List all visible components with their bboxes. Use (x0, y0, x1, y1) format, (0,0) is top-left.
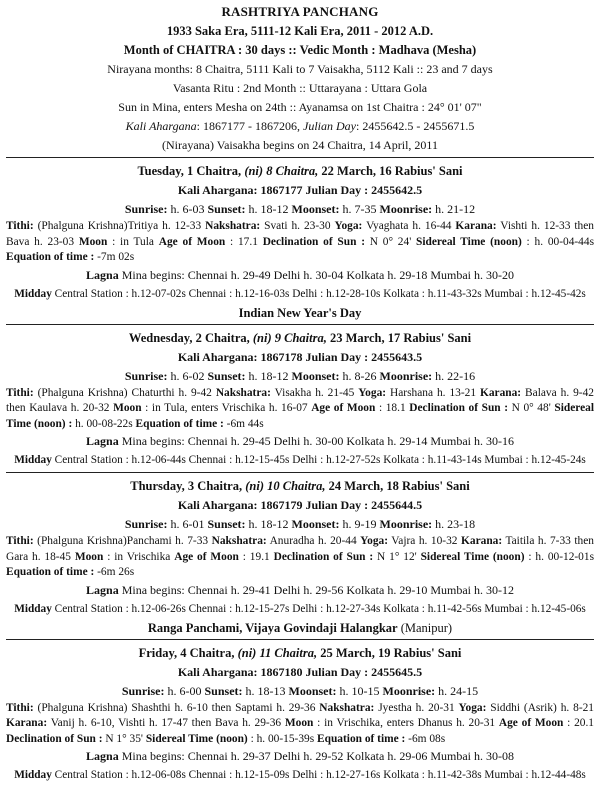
lagna-line (6, 266, 594, 285)
rise-set-line (6, 367, 594, 386)
festival-line (6, 619, 594, 637)
rise-set-line (6, 682, 594, 701)
day-title-date: Wednesday, 2 Chaitra, (128, 330, 253, 345)
ahargana-line: Kali Ahargana: 1867180 Julian Day : 2455645.5 (177, 664, 423, 679)
festival-line (6, 304, 594, 322)
ahargana-line: Kali Ahargana: 1867177 Julian Day : 2455642.5 (177, 183, 423, 197)
midday-label: Midday (14, 454, 52, 466)
field-label: Yoga: (360, 535, 388, 547)
moonset-value: h. 9-19 (339, 517, 380, 531)
moonset-label: Moonset: (291, 517, 340, 531)
sunset-label: Sunset: (207, 517, 246, 531)
field-value: Anuradha h. 20-44 (266, 535, 361, 547)
tithi-paragraph (6, 534, 594, 581)
field-label: Sidereal Time (noon) (416, 235, 522, 248)
sunset-label: Sunset: (207, 368, 246, 383)
day-title-nirayana: (ni) 11 Chaitra, (237, 645, 318, 660)
midday-value: Central Station : h.12-07-02s Chennai : h.12-16-03s Delhi : h.12-28-10s Kolkata : h.11-43-32s Mumbai : h.12-45-42s (51, 287, 586, 300)
julian-label: Julian Day (303, 119, 356, 133)
day-divider (6, 639, 594, 640)
day-title-nirayana: (ni) 8 Chaitra, (244, 164, 319, 178)
field-label: Nakshatra: (215, 386, 271, 399)
rise-set-line (6, 200, 594, 219)
field-label: Karana: (6, 717, 48, 729)
sun-line: Sun in Mina, enters Mesha on 24th :: Ayanamsa on 1st Chaitra : 24° 01' 07" (118, 100, 482, 114)
field-label: Equation of time : (317, 732, 406, 745)
sunrise-value: h. 6-00 (164, 683, 205, 698)
lagna-value: Mina begins: Chennai h. 29-49 Delhi h. 30-04 Kolkata h. 29-18 Mumbai h. 30-20 (118, 267, 514, 282)
field-value: Vanij h. 6-10, Vishti h. 17-47 then Bava h. 29-36 (47, 717, 285, 729)
sunset-label: Sunset: (207, 202, 246, 216)
field-label: Moon (284, 717, 314, 729)
sunrise-value: h. 6-02 (167, 368, 208, 383)
rise-set-line (6, 515, 594, 534)
field-value: : in Tula, enters Vrischika h. 16-07 (141, 402, 312, 414)
moonrise-value: h. 21-12 (432, 202, 476, 216)
lagna-value: Mina begins: Chennai h. 29-37 Delhi h. 29-52 Kolkata h. 29-06 Mumbai h. 30-08 (118, 749, 514, 763)
field-label: Moon (74, 550, 104, 563)
day-title-nirayana: (ni) 10 Chaitra, (245, 479, 326, 493)
field-value: : 18.1 (375, 402, 410, 414)
sunrise-label: Sunrise: (121, 683, 165, 698)
field-value: Siddhi (Asrik) h. 8-21 (486, 701, 595, 714)
field-value: Vishti h. 12-33 then Bava h. 23-03 (6, 220, 594, 248)
panchang-page (0, 2, 600, 781)
field-value: : h. 00-12-01s (524, 550, 595, 563)
vaisakha-line: (Nirayana) Vaisakha begins on 24 Chaitra, 14 April, 2011 (162, 138, 438, 152)
festival-name: Indian New Year's Day (238, 305, 362, 320)
midday-line (6, 766, 594, 785)
nirayana-months-line: Nirayana months: 8 Chaitra, 5111 Kali to 7 Vaisakha, 5112 Kali :: 23 and 7 days (107, 62, 493, 76)
midday-label: Midday (14, 602, 52, 615)
field-value: N 0° 48' (508, 402, 555, 414)
field-label: Sidereal Time (noon) (145, 732, 248, 745)
sunrise-value: h. 6-01 (167, 517, 208, 531)
field-value: (Phalguna Krishna)Tritiya h. 12-33 (33, 220, 206, 232)
festival-note: (Manipur) (397, 620, 453, 635)
field-value: : 20.1 (563, 717, 595, 729)
field-value: -7m 02s (94, 251, 135, 263)
midday-value: Central Station : h.12-06-26s Chennai : h.12-15-27s Delhi : h.12-27-34s Kolkata : h.11-42-56s Mumbai : h.12-45-06s (51, 602, 586, 615)
month-line: Month of CHAITRA : 30 days :: Vedic Month : Madhava (Mesha) (123, 43, 477, 57)
field-value: (Phalguna Krishna) Shashthi h. 6-10 then Saptami h. 29-36 (33, 701, 320, 714)
field-label: Tithi: (6, 386, 34, 399)
day-divider (6, 157, 594, 158)
lagna-label: Lagna (86, 434, 119, 448)
midday-line (6, 451, 594, 470)
field-label: Age of Moon (174, 550, 239, 563)
field-value: -6m 44s (223, 417, 264, 430)
field-value: -6m 08s (405, 732, 446, 745)
field-label: Tithi: (6, 535, 34, 547)
moonset-label: Moonset: (291, 368, 340, 383)
day-title (6, 644, 594, 663)
field-label: Age of Moon (498, 717, 564, 729)
field-value: N 0° 24' (365, 235, 417, 248)
ahargana-line: Kali Ahargana: 1867178 Julian Day : 2455643.5 (177, 349, 423, 364)
midday-label: Midday (14, 769, 52, 781)
field-label: Moon (78, 235, 108, 248)
field-value: Harshana h. 13-21 (386, 386, 480, 399)
field-value: N 1° 35' (102, 732, 146, 745)
field-value: Vajra h. 10-32 (388, 535, 462, 547)
ritu-line: Vasanta Ritu : 2nd Month :: Uttarayana : Uttara Gola (172, 81, 428, 95)
day-title-date: Tuesday, 1 Chaitra, (137, 164, 245, 178)
day-title-rest: 24 March, 18 Rabius' Sani (325, 479, 470, 493)
field-label: Equation of time : (135, 417, 224, 430)
midday-line (6, 285, 594, 304)
field-value: h. 00-08-22s (72, 417, 136, 430)
day-title-date: Thursday, 3 Chaitra, (130, 479, 246, 493)
lagna-value: Mina begins: Chennai h. 29-41 Delhi h. 29-56 Kolkata h. 29-10 Mumbai h. 30-12 (118, 582, 514, 597)
field-value: N 1° 12' (373, 550, 421, 563)
field-value: Balava h. 9-42 then Kaulava h. 20-32 (6, 386, 594, 414)
sunset-value: h. 18-12 (245, 368, 292, 383)
field-label: Declination of Sun : (262, 235, 365, 248)
field-value: : in Tula (107, 235, 159, 248)
day-title (6, 477, 594, 496)
midday-line (6, 600, 594, 619)
day-title-rest: 22 March, 16 Rabius' Sani (318, 164, 463, 178)
day-title-nirayana: (ni) 9 Chaitra, (252, 330, 327, 345)
moonrise-value: h. 23-18 (432, 517, 476, 531)
tithi-paragraph (6, 219, 594, 266)
sunset-label: Sunset: (204, 683, 243, 698)
field-label: Age of Moon (311, 402, 376, 414)
festival-name: Ranga Panchami, Vijaya Govindaji Halangkar (147, 620, 398, 635)
moonset-value: h. 8-26 (339, 368, 380, 383)
lagna-line (6, 581, 594, 600)
ahargana-range: : 1867177 - 1867206, (196, 119, 300, 133)
field-label: Nakshatra: (205, 220, 261, 232)
page-title: RASHTRIYA PANCHANG (221, 4, 379, 19)
field-label: Equation of time : (6, 251, 95, 263)
lagna-line (6, 432, 594, 451)
field-label: Moon (113, 402, 142, 414)
moonrise-value: h. 24-15 (435, 683, 479, 698)
field-label: Yoga: (334, 220, 363, 232)
moonrise-label: Moonrise: (379, 368, 433, 383)
moonset-label: Moonset: (291, 202, 340, 216)
field-value: : in Vrischika, enters Dhanus h. 20-31 (313, 717, 499, 729)
field-label: Declination of Sun : (409, 402, 509, 414)
field-value: (Phalguna Krishna) Chaturthi h. 9-42 (33, 386, 216, 399)
midday-value: Central Station : h.12-06-08s Chennai : h.12-15-09s Delhi : h.12-27-16s Kolkata : h.11-42-38s Mumbai : h.12-44-48s (51, 769, 586, 781)
era-line: 1933 Saka Era, 5111-12 Kali Era, 2011 - 2012 A.D. (166, 24, 434, 38)
sunrise-label: Sunrise: (124, 202, 168, 216)
field-value: : 19.1 (238, 550, 274, 563)
field-label: Sidereal Time (noon) : (6, 402, 595, 430)
field-value: Jyestha h. 20-31 (374, 701, 459, 714)
field-label: Sidereal Time (noon) (420, 550, 525, 563)
ahargana-line: Kali Ahargana: 1867179 Julian Day : 2455644.5 (177, 498, 423, 512)
moonrise-label: Moonrise: (379, 202, 433, 216)
moonrise-label: Moonrise: (379, 517, 433, 531)
field-label: Nakshatra: (319, 701, 375, 714)
lagna-line (6, 747, 594, 766)
day-title-rest: 25 March, 19 Rabius' Sani (317, 645, 462, 660)
sunset-value: h. 18-13 (242, 683, 289, 698)
moonset-label: Moonset: (288, 683, 337, 698)
field-value: Visakha h. 21-45 (270, 386, 359, 399)
sunset-value: h. 18-12 (245, 517, 292, 531)
field-label: Declination of Sun : (6, 732, 103, 745)
field-value: : in Vrischika (103, 550, 175, 563)
field-value: : 17.1 (225, 235, 263, 248)
sunrise-label: Sunrise: (124, 368, 168, 383)
field-label: Equation of time : (6, 566, 95, 578)
moonrise-value: h. 22-16 (432, 368, 476, 383)
field-label: Karana: (479, 386, 522, 399)
field-value: Taitila h. 7-33 then Gara h. 18-45 (6, 535, 594, 563)
midday-value: Central Station : h.12-06-44s Chennai : h.12-15-45s Delhi : h.12-27-52s Kolkata : h.11-43-14s Mumbai : h.12-45-24s (51, 454, 586, 466)
lagna-value: Mina begins: Chennai h. 29-45 Delhi h. 30-00 Kolkata h. 29-14 Mumbai h. 30-16 (118, 434, 514, 448)
field-value: : h. 00-04-44s (521, 235, 595, 248)
julian-range: : 2455642.5 - 2455671.5 (356, 119, 475, 133)
tithi-paragraph (6, 386, 594, 433)
midday-label: Midday (14, 287, 52, 300)
day-list (6, 157, 594, 785)
field-value: Vyaghata h. 16-44 (362, 220, 456, 232)
field-label: Tithi: (6, 220, 34, 232)
day-divider (6, 472, 594, 473)
field-value: Svati h. 23-30 (260, 220, 335, 232)
day-divider (6, 324, 594, 325)
day-title-date: Friday, 4 Chaitra, (138, 645, 238, 660)
field-label: Nakshatra: (211, 535, 267, 547)
field-label: Karana: (455, 220, 497, 232)
field-value: : h. 00-15-39s (247, 732, 318, 745)
sunset-value: h. 18-12 (245, 202, 292, 216)
field-value: -6m 26s (94, 566, 135, 578)
moonrise-label: Moonrise: (382, 683, 436, 698)
lagna-label: Lagna (86, 582, 119, 597)
moonset-value: h. 10-15 (336, 683, 383, 698)
sunrise-label: Sunrise: (124, 517, 168, 531)
day-title (6, 329, 594, 348)
field-label: Declination of Sun : (273, 550, 374, 563)
field-label: Yoga: (458, 701, 487, 714)
field-label: Tithi: (6, 701, 34, 714)
lagna-label: Lagna (86, 749, 119, 763)
ahargana-label: Kali Ahargana (125, 119, 197, 133)
day-title (6, 162, 594, 181)
ahargana-range-line (6, 117, 594, 136)
lagna-label: Lagna (86, 267, 119, 282)
tithi-paragraph (6, 701, 594, 748)
field-value: (Phalguna Krishna)Panchami h. 7-33 (33, 535, 212, 547)
day-title-rest: 23 March, 17 Rabius' Sani (326, 330, 472, 345)
field-label: Karana: (461, 535, 503, 547)
field-label: Yoga: (358, 386, 387, 399)
field-label: Age of Moon (158, 235, 226, 248)
moonset-value: h. 7-35 (339, 202, 380, 216)
sunrise-value: h. 6-03 (167, 202, 208, 216)
